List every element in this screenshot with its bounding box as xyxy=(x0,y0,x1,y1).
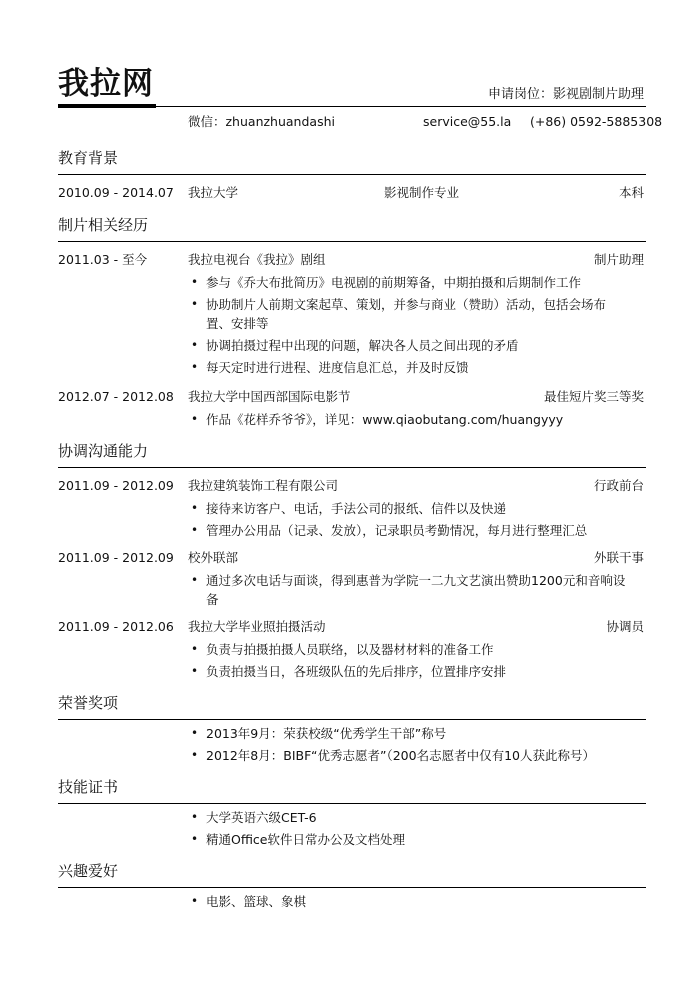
contact-email[interactable]: service@55.la xyxy=(423,114,512,129)
section-communication xyxy=(58,439,646,681)
contact-wechat: 微信：zhuanzhuandashi xyxy=(188,114,335,129)
section-skills xyxy=(58,775,646,849)
bullet-item: • 协调拍摄过程中出现的问题，解决各人员之间出现的矛盾 xyxy=(188,336,628,355)
experience-entry xyxy=(58,387,646,429)
entry-major: 影视制作专业 xyxy=(384,185,460,200)
resume-header xyxy=(0,0,700,140)
bullet-item: • 大学英语六级CET-6 xyxy=(188,808,628,827)
entry-org: 我拉电视台《我拉》剧组 xyxy=(188,252,326,267)
section-title-skills: 技能证书 xyxy=(58,775,646,804)
section-honors xyxy=(58,691,646,765)
section-title-honors: 荣誉奖项 xyxy=(58,691,646,720)
applied-position: 申请岗位：影视剧制片助理 xyxy=(487,87,644,102)
bullet-item: • 作品《花样乔爷爷》，详见：www.qiaobutang.com/huangyyy xyxy=(188,410,628,429)
resume-body xyxy=(58,146,646,912)
section-hobbies xyxy=(58,859,646,911)
entry-org: 校外联部 xyxy=(188,550,239,565)
entry-school: 我拉大学 xyxy=(188,185,239,200)
bullet-item: • 负责与拍摄拍摄人员联络，以及器材材料的准备工作 xyxy=(188,640,628,659)
header-rule xyxy=(156,106,646,107)
communication-entry xyxy=(58,617,646,681)
entry-degree: 本科 xyxy=(618,185,644,200)
experience-entry xyxy=(58,250,646,377)
candidate-name: 我拉网 xyxy=(58,66,154,102)
bullet-item: • 2013年9月：荣获校级“优秀学生干部”称号 xyxy=(188,724,628,743)
entry-role: 外联干事 xyxy=(593,550,644,565)
entry-date: 2011.03 - 至今 xyxy=(58,252,148,267)
contact-phone: (+86) 0592-5885308 xyxy=(530,114,663,129)
communication-entry xyxy=(58,476,646,540)
section-title-communication: 协调沟通能力 xyxy=(58,439,646,468)
entry-date: 2012.07 - 2012.08 xyxy=(58,389,174,404)
bullet-item: • 通过多次电话与面谈，得到惠普为学院一二九文艺演出赞助1200元和音响设备 xyxy=(188,571,628,609)
bullet-item: • 电影、篮球、象棋 xyxy=(188,892,628,911)
section-title-experience: 制片相关经历 xyxy=(58,213,646,242)
bullet-item: • 负责拍摄当日，各班级队伍的先后排序，位置排序安排 xyxy=(188,662,628,681)
bullet-item: • 接待来访客户、电话，手法公司的报纸、信件以及快递 xyxy=(188,499,628,518)
entry-date: 2010.09 - 2014.07 xyxy=(58,185,174,200)
entry-role: 制片助理 xyxy=(593,252,644,267)
bullet-item: • 精通Office软件日常办公及文档处理 xyxy=(188,830,628,849)
section-title-education: 教育背景 xyxy=(58,146,646,175)
entry-org: 我拉建筑装饰工程有限公司 xyxy=(188,478,339,493)
header-rule-accent xyxy=(58,104,156,108)
bullet-item: • 参与《乔大布批简历》电视剧的前期筹备，中期拍摄和后期制作工作 xyxy=(188,273,628,292)
bullet-item: • 2012年8月：BIBF“优秀志愿者”（200名志愿者中仅有10人获此称号） xyxy=(188,746,628,765)
bullet-item: • 协助制片人前期文案起草、策划，并参与商业（赞助）活动，包括会场布置、安排等 xyxy=(188,295,628,333)
bullet-item: • 管理办公用品（记录、发放），记录职员考勤情况，每月进行整理汇总 xyxy=(188,521,628,540)
education-entry xyxy=(58,183,646,203)
entry-role: 协调员 xyxy=(606,619,644,634)
section-title-hobbies: 兴趣爱好 xyxy=(58,859,646,888)
entry-org: 我拉大学毕业照拍摄活动 xyxy=(188,619,326,634)
entry-award: 最佳短片奖三等奖 xyxy=(543,389,644,404)
entry-date: 2011.09 - 2012.09 xyxy=(58,550,174,565)
section-experience xyxy=(58,213,646,429)
entry-date: 2011.09 - 2012.06 xyxy=(58,619,174,634)
entry-role: 行政前台 xyxy=(593,478,644,493)
communication-entry xyxy=(58,548,646,609)
entry-date: 2011.09 - 2012.09 xyxy=(58,478,174,493)
bullet-item: • 每天定时进行进程、进度信息汇总，并及时反馈 xyxy=(188,358,628,377)
section-education xyxy=(58,146,646,203)
entry-org: 我拉大学中国西部国际电影节 xyxy=(188,389,351,404)
